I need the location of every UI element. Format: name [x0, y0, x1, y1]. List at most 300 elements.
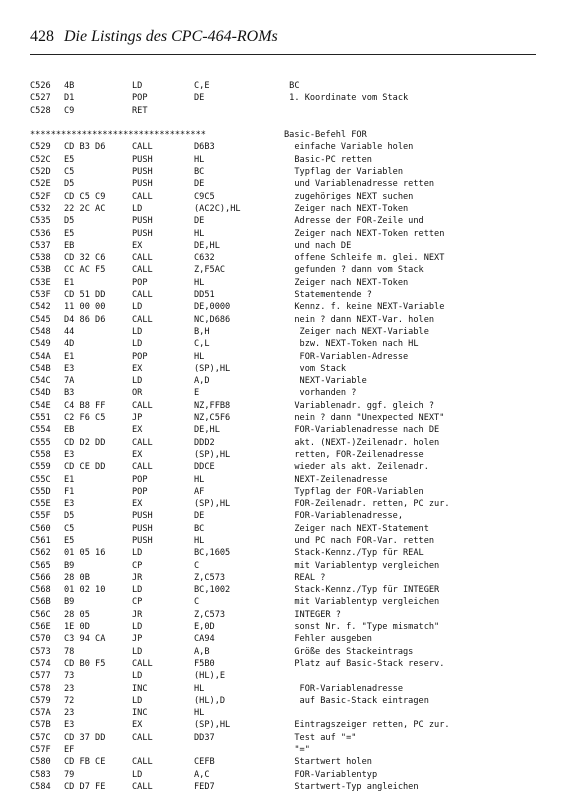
operand: (HL),D [194, 695, 226, 706]
comment: vom Stack [284, 363, 347, 374]
opcode-bytes: 78 [64, 646, 75, 657]
address: C57A [30, 708, 51, 719]
mnemonic: JP [132, 413, 143, 424]
mnemonic: CP [132, 597, 143, 608]
opcode-bytes: E3 [64, 363, 75, 374]
listing-line [30, 523, 550, 535]
opcode-bytes: B9 [64, 597, 75, 608]
address: C577 [30, 671, 51, 682]
address: C535 [30, 216, 51, 227]
address: C52F [30, 191, 51, 202]
address: C527 [30, 93, 51, 104]
operand: C [194, 560, 200, 571]
opcode-bytes: CC AC F5 [64, 265, 106, 276]
listing-line [30, 240, 550, 252]
operand: BC [194, 167, 205, 178]
header-rule [30, 54, 536, 55]
operand: NC,D686 [194, 314, 231, 325]
comment: Basic-PC retten [284, 154, 372, 165]
opcode-bytes: E1 [64, 474, 75, 485]
comment: INTEGER ? [284, 609, 341, 620]
opcode-bytes: E5 [64, 228, 75, 239]
comment: Typflag der Variablen [284, 167, 403, 178]
opcode-bytes: 44 [64, 326, 75, 337]
operand: DE [194, 216, 205, 227]
mnemonic: PUSH [132, 511, 153, 522]
listing-line [30, 658, 550, 670]
listing-line [30, 683, 550, 695]
opcode-bytes: 72 [64, 695, 75, 706]
comment: akt. (NEXT-)Zeilenadr. holen [284, 437, 440, 448]
listing-line [30, 92, 550, 104]
listing-line [30, 351, 550, 363]
listing-line [30, 695, 550, 707]
operand: HL [194, 683, 205, 694]
opcode-bytes: F1 [64, 486, 75, 497]
operand: DE,HL [194, 240, 220, 251]
listing-line [30, 289, 550, 301]
mnemonic: EX [132, 499, 143, 510]
listing-line [30, 363, 550, 375]
operand: (HL),E [194, 671, 226, 682]
address: C537 [30, 240, 51, 251]
address: C559 [30, 462, 51, 473]
operand: HL [194, 351, 205, 362]
listing-line [30, 609, 550, 621]
mnemonic: LD [132, 339, 143, 350]
comment: Zeiger nach NEXT-Token [284, 277, 409, 288]
operand: (AC2C),HL [194, 203, 241, 214]
address: C560 [30, 523, 51, 534]
address: C570 [30, 634, 51, 645]
mnemonic: LD [132, 376, 143, 387]
listing-line [30, 326, 550, 338]
mnemonic: CALL [132, 437, 153, 448]
comment: mit Variablentyp vergleichen [284, 597, 440, 608]
listing-line [30, 621, 550, 633]
comment: Platz auf Basic-Stack reserv. [284, 658, 445, 669]
listing-line [30, 670, 550, 682]
comment: FOR-Variablen-Adresse [284, 351, 409, 362]
address: C54C [30, 376, 51, 387]
mnemonic: JP [132, 634, 143, 645]
comment: FOR-Variablentyp [284, 769, 378, 780]
listing-line [30, 228, 550, 240]
opcode-bytes: 23 [64, 683, 75, 694]
operand: BC,1002 [194, 585, 231, 596]
mnemonic: PUSH [132, 216, 153, 227]
comment: Zeiger nach NEXT-Token retten [284, 228, 445, 239]
operand: E [194, 388, 200, 399]
opcode-bytes: EB [64, 240, 75, 251]
operand: (SP),HL [194, 449, 231, 460]
comment: mit Variablentyp vergleichen [284, 560, 440, 571]
address: C55F [30, 511, 51, 522]
address: C52E [30, 179, 51, 190]
listing-line [30, 105, 550, 117]
listing-line [30, 449, 550, 461]
comment: Statementende ? [284, 290, 372, 301]
operand: DE [194, 93, 205, 104]
mnemonic: PUSH [132, 179, 153, 190]
mnemonic: EX [132, 720, 143, 731]
address: C56C [30, 609, 51, 620]
opcode-bytes: C5 [64, 167, 75, 178]
comment: und PC nach FOR-Var. retten [284, 535, 435, 546]
comment: sonst Nr. f. "Type mismatch" [284, 622, 440, 633]
operand: DD37 [194, 732, 215, 743]
mnemonic: LD [132, 622, 143, 633]
opcode-bytes: EB [64, 425, 75, 436]
address: C555 [30, 437, 51, 448]
operand: NZ,FFB8 [194, 400, 231, 411]
address: C565 [30, 560, 51, 571]
mnemonic: CALL [132, 290, 153, 301]
operand: HL [194, 474, 205, 485]
mnemonic: INC [132, 683, 148, 694]
address: C55E [30, 499, 51, 510]
operand: DD51 [194, 290, 215, 301]
mnemonic: JR [132, 572, 143, 583]
listing-line [30, 129, 550, 141]
address: C554 [30, 425, 51, 436]
listing-line [30, 424, 550, 436]
operand: (SP),HL [194, 720, 231, 731]
mnemonic: CALL [132, 314, 153, 325]
comment: Typflag der FOR-Variablen [284, 486, 424, 497]
comment: und Variablenadresse retten [284, 179, 435, 190]
comment: wieder als akt. Zeilenadr. [284, 462, 429, 473]
listing-line [30, 166, 550, 178]
operand: Z,F5AC [194, 265, 226, 276]
operand: E,0D [194, 622, 215, 633]
listing-line [30, 301, 550, 313]
address: C52C [30, 154, 51, 165]
listing-line [30, 756, 550, 768]
comment: FOR-Zeilenadr. retten, PC zur. [284, 499, 450, 510]
address: C558 [30, 449, 51, 460]
address: C526 [30, 81, 51, 91]
listing-line [30, 117, 550, 129]
operand: DDD2 [194, 437, 215, 448]
listing-line [30, 375, 550, 387]
mnemonic: LD [132, 203, 143, 214]
opcode-bytes: E3 [64, 499, 75, 510]
listing-line [30, 80, 550, 92]
opcode-bytes: E3 [64, 720, 75, 731]
mnemonic: CALL [132, 462, 153, 473]
listing-line [30, 744, 550, 756]
address: C542 [30, 302, 51, 313]
operand: F5B0 [194, 658, 215, 669]
comment: Zeiger nach NEXT-Variable [284, 326, 429, 337]
address: C551 [30, 413, 51, 424]
comment: Test auf "=" [284, 732, 357, 743]
operand: AF [194, 486, 205, 497]
opcode-bytes: CD C5 C9 [64, 191, 106, 202]
listing-line [30, 203, 550, 215]
comment: gefunden ? dann vom Stack [284, 265, 424, 276]
listing-line [30, 437, 550, 449]
mnemonic: INC [132, 708, 148, 719]
comment: FOR-Variablenadresse [284, 683, 403, 694]
listing-line [30, 719, 550, 731]
mnemonic: POP [132, 486, 148, 497]
opcode-bytes: 22 2C AC [64, 203, 106, 214]
opcode-bytes: 4B [64, 81, 75, 91]
opcode-bytes: CD 51 DD [64, 290, 106, 301]
mnemonic: EX [132, 425, 143, 436]
listing-line [30, 732, 550, 744]
operand: DE,0000 [194, 302, 231, 313]
operand: C632 [194, 253, 215, 264]
operand: A,C [194, 769, 210, 780]
mnemonic: CALL [132, 142, 153, 153]
comment: auf Basic-Stack eintragen [284, 695, 429, 706]
opcode-bytes: C2 F6 C5 [64, 413, 106, 424]
listing-line [30, 646, 550, 658]
listing-line [30, 769, 550, 781]
address: C54A [30, 351, 51, 362]
address: C54E [30, 400, 51, 411]
opcode-bytes: CD D7 FE [64, 781, 106, 792]
opcode-bytes: 01 02 10 [64, 585, 106, 596]
opcode-bytes: 01 05 16 [64, 548, 106, 559]
operand: (SP),HL [194, 363, 231, 374]
address: C529 [30, 142, 51, 153]
page-header [30, 28, 278, 46]
comment: BC [284, 81, 300, 91]
address: C583 [30, 769, 51, 780]
mnemonic: LD [132, 769, 143, 780]
address: C56B [30, 597, 51, 608]
mnemonic: CALL [132, 732, 153, 743]
opcode-bytes: CD B0 F5 [64, 658, 106, 669]
opcode-bytes: 11 00 00 [64, 302, 106, 313]
opcode-bytes: C9 [64, 105, 75, 116]
mnemonic: EX [132, 240, 143, 251]
listing-line [30, 461, 550, 473]
mnemonic: LD [132, 646, 143, 657]
address: C54D [30, 388, 51, 399]
operand: B,H [194, 326, 210, 337]
opcode-bytes: D4 86 D6 [64, 314, 106, 325]
operand: NZ,C5F6 [194, 413, 231, 424]
mnemonic: CALL [132, 757, 153, 768]
address: C548 [30, 326, 51, 337]
opcode-bytes: CD CE DD [64, 462, 106, 473]
comment: zugehöriges NEXT suchen [284, 191, 414, 202]
address: C56E [30, 622, 51, 633]
comment: Startwert holen [284, 757, 372, 768]
address: C536 [30, 228, 51, 239]
listing-line [30, 572, 550, 584]
operand: HL [194, 154, 205, 165]
listing-line [30, 277, 550, 289]
opcode-bytes: 79 [64, 769, 75, 780]
listing-line [30, 510, 550, 522]
address: C55D [30, 486, 51, 497]
comment: FOR-Variablenadresse nach DE [284, 425, 440, 436]
comment: REAL ? [284, 572, 326, 583]
operand: C,L [194, 339, 210, 350]
section-title: Basic-Befehl FOR [284, 130, 367, 141]
comment: Stack-Kennz./Typ für REAL [284, 548, 424, 559]
operand: FED7 [194, 781, 215, 792]
opcode-bytes: B3 [64, 388, 75, 399]
address: C573 [30, 646, 51, 657]
listing-line [30, 498, 550, 510]
opcode-bytes: E3 [64, 449, 75, 460]
opcode-bytes: 4D [64, 339, 75, 350]
comment: Eintragszeiger retten, PC zur. [284, 720, 450, 731]
comment: Kennz. f. keine NEXT-Variable [284, 302, 445, 313]
mnemonic: LD [132, 671, 143, 682]
operand: CA94 [194, 634, 215, 645]
mnemonic: CALL [132, 781, 153, 792]
mnemonic: EX [132, 363, 143, 374]
operand: BC [194, 523, 205, 534]
listing-line [30, 338, 550, 350]
mnemonic: PUSH [132, 167, 153, 178]
mnemonic: CALL [132, 400, 153, 411]
comment: Fehler ausgeben [284, 634, 372, 645]
operand: DDCE [194, 462, 215, 473]
listing-line [30, 264, 550, 276]
operand: A,D [194, 376, 210, 387]
address: C580 [30, 757, 51, 768]
operand: HL [194, 228, 205, 239]
listing-line [30, 154, 550, 166]
address: C53E [30, 277, 51, 288]
chapter-title: Die Listings des CPC-464-ROMs [64, 28, 278, 45]
operand: HL [194, 535, 205, 546]
opcode-bytes: E1 [64, 277, 75, 288]
mnemonic: EX [132, 449, 143, 460]
operand: (SP),HL [194, 499, 231, 510]
opcode-bytes: 23 [64, 708, 75, 719]
address: C52D [30, 167, 51, 178]
address: C549 [30, 339, 51, 350]
address: C57C [30, 732, 51, 743]
opcode-bytes: E5 [64, 154, 75, 165]
opcode-bytes: D1 [64, 93, 75, 104]
mnemonic: LD [132, 695, 143, 706]
mnemonic: JR [132, 609, 143, 620]
mnemonic: PUSH [132, 535, 153, 546]
address: C561 [30, 535, 51, 546]
address: C578 [30, 683, 51, 694]
mnemonic: POP [132, 474, 148, 485]
address: C579 [30, 695, 51, 706]
comment: FOR-Variablenadresse, [284, 511, 403, 522]
address: C584 [30, 781, 51, 792]
comment: Größe des Stackeintrags [284, 646, 414, 657]
address: C545 [30, 314, 51, 325]
opcode-bytes: CD 37 DD [64, 732, 106, 743]
opcode-bytes: CD 32 C6 [64, 253, 106, 264]
mnemonic: RET [132, 105, 148, 116]
comment: nein ? dann "Unexpected NEXT" [284, 413, 445, 424]
operand: A,B [194, 646, 210, 657]
comment: nein ? dann NEXT-Var. holen [284, 314, 435, 325]
address: C574 [30, 658, 51, 669]
mnemonic: PUSH [132, 228, 153, 239]
comment: und nach DE [284, 240, 352, 251]
listing-line [30, 252, 550, 264]
listing-line [30, 560, 550, 572]
comment: vorhanden ? [284, 388, 357, 399]
opcode-bytes: C4 B8 FF [64, 400, 106, 411]
listing-line [30, 141, 550, 153]
operand: DE,HL [194, 425, 220, 436]
opcode-bytes: 28 05 [64, 609, 90, 620]
comment: NEXT-Zeilenadresse [284, 474, 388, 485]
opcode-bytes: EF [64, 745, 75, 756]
address: C53F [30, 290, 51, 301]
comment: bzw. NEXT-Token nach HL [284, 339, 419, 350]
opcode-bytes: C5 [64, 523, 75, 534]
mnemonic: LD [132, 81, 143, 91]
mnemonic: CALL [132, 191, 153, 202]
listing-line [30, 314, 550, 326]
mnemonic: LD [132, 302, 143, 313]
opcode-bytes: CD B3 D6 [64, 142, 106, 153]
opcode-bytes: D5 [64, 216, 75, 227]
mnemonic: CP [132, 560, 143, 571]
address: C538 [30, 253, 51, 264]
listing-line [30, 547, 550, 559]
mnemonic: CALL [132, 658, 153, 669]
comment: Startwert-Typ angleichen [284, 781, 419, 792]
listing-line [30, 412, 550, 424]
opcode-bytes: E1 [64, 351, 75, 362]
operand: DE [194, 511, 205, 522]
operand: CEFB [194, 757, 215, 768]
address: C57F [30, 745, 51, 756]
address: C54B [30, 363, 51, 374]
mnemonic: LD [132, 585, 143, 596]
opcode-bytes: CD D2 DD [64, 437, 106, 448]
operand: C [194, 597, 200, 608]
operand: C,E [194, 81, 210, 91]
listing-line [30, 535, 550, 547]
listing-line [30, 215, 550, 227]
comment: Stack-Kennz./Typ für INTEGER [284, 585, 440, 596]
listing-line [30, 584, 550, 596]
listing-line [30, 400, 550, 412]
address: C566 [30, 572, 51, 583]
operand: Z,C573 [194, 609, 226, 620]
operand: HL [194, 708, 205, 719]
mnemonic: PUSH [132, 523, 153, 534]
operand: Z,C573 [194, 572, 226, 583]
comment: NEXT-Variable [284, 376, 367, 387]
section-separator: ********************************** [30, 130, 206, 141]
address: C53B [30, 265, 51, 276]
mnemonic: POP [132, 93, 148, 104]
opcode-bytes: 1E 0D [64, 622, 90, 633]
mnemonic: PUSH [132, 154, 153, 165]
comment: Adresse der FOR-Zeile und [284, 216, 424, 227]
mnemonic: LD [132, 326, 143, 337]
listing-line [30, 486, 550, 498]
address: C562 [30, 548, 51, 559]
page-number: 428 [30, 28, 54, 45]
opcode-bytes: B9 [64, 560, 75, 571]
comment: Variablenadr. ggf. gleich ? [284, 400, 435, 411]
listing-line [30, 781, 550, 793]
